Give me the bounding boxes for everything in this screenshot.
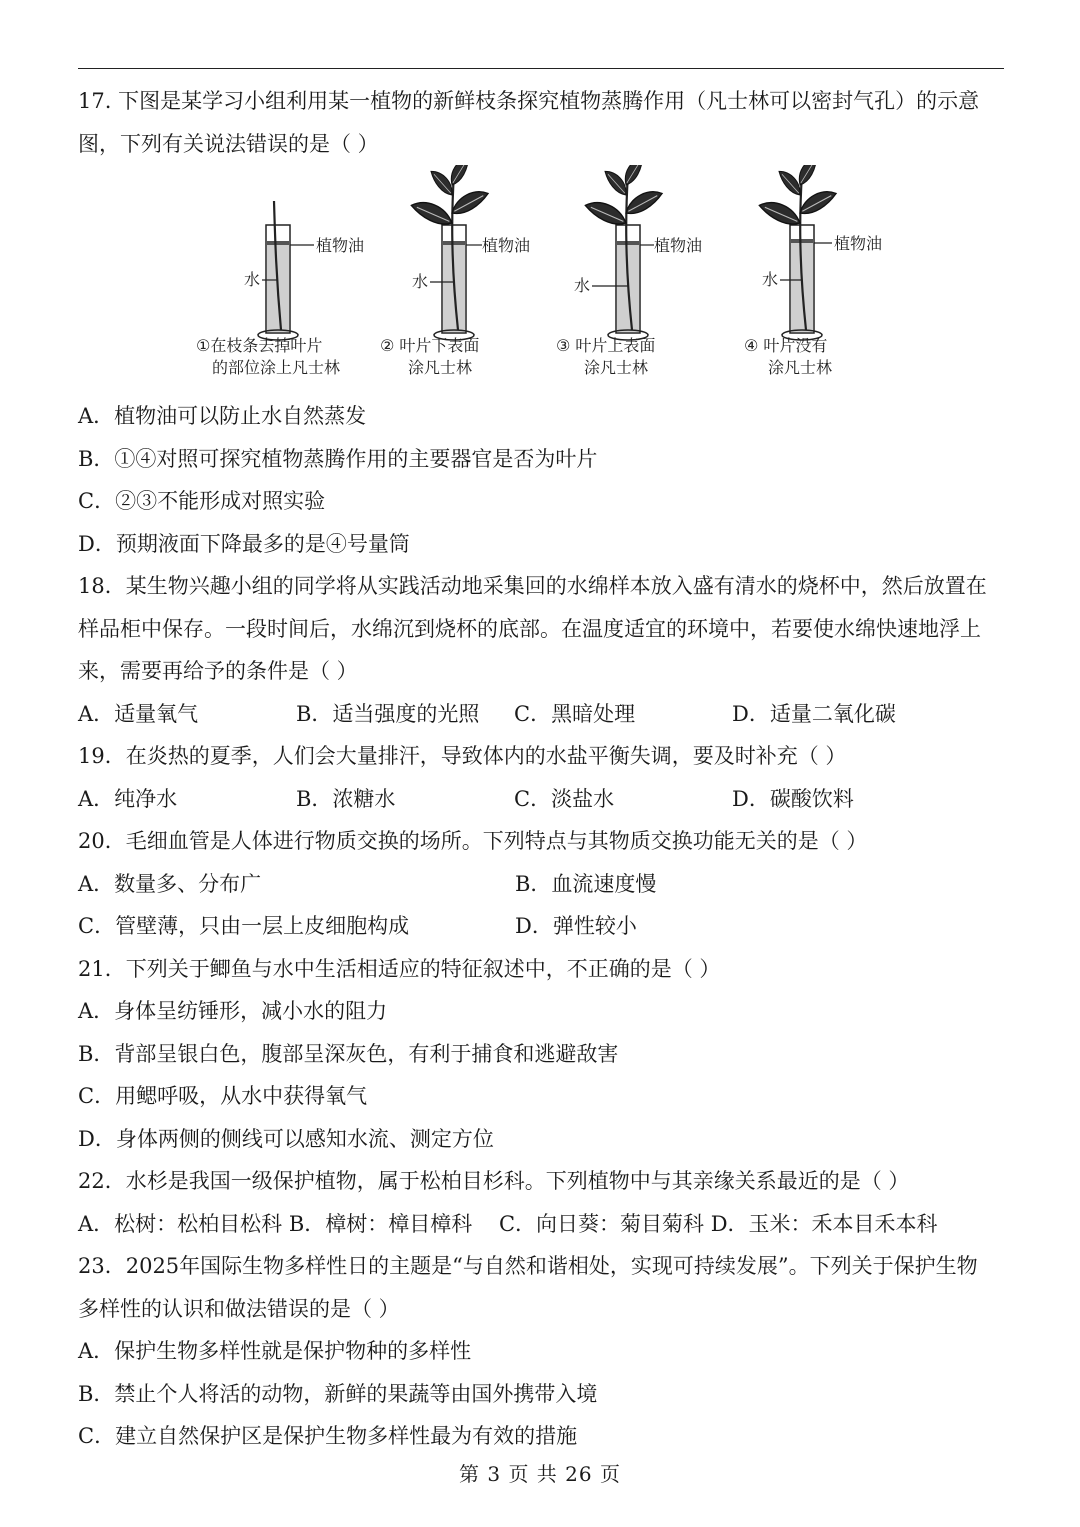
question-18-option-b: B．适当强度的光照 bbox=[296, 701, 480, 726]
transpiration-experiment-figure bbox=[78, 165, 1004, 395]
question-19-option-b: B．浓糖水 bbox=[296, 786, 396, 811]
page-footer: 第 3 页 共 26 页 bbox=[459, 1462, 621, 1486]
question-18-option-c: C．黑暗处理 bbox=[514, 701, 636, 726]
header-rule bbox=[78, 68, 1004, 69]
question-17-option-b: B．①④对照可探究植物蒸腾作用的主要器官是否为叶片 bbox=[78, 446, 598, 471]
question-20-options-row1 bbox=[78, 863, 1004, 906]
caption-4-line1: ④ 叶片没有 bbox=[744, 336, 828, 355]
question-18-stem-line1: 18．某生物兴趣小组的同学将从实践活动地采集回的水绵样本放入盛有清水的烧杯中，然后放置在 bbox=[78, 574, 987, 598]
question-21-option-a: A．身体呈纺锤形，减小水的阻力 bbox=[78, 999, 388, 1023]
cylinder-1 bbox=[196, 201, 364, 377]
question-19-stem: 19．在炎热的夏季，人们会大量排汗，导致体内的水盐平衡失调，要及时补充（ ） bbox=[78, 744, 847, 768]
question-21-option-c: C．用鳃呼吸，从水中获得氧气 bbox=[78, 1084, 368, 1108]
caption-2-line1: ② 叶片下表面 bbox=[380, 336, 480, 355]
oil-label-4: 植物油 bbox=[834, 234, 883, 253]
question-22-options: A．松树：松柏目松科 B．樟树：樟目樟科 C．向日葵：菊目菊科 D．玉米：禾本目禾本科 bbox=[78, 1211, 938, 1236]
question-22-stem: 22．水杉是我国一级保护植物，属于松柏目杉科。下列植物中与其亲缘关系最近的是（ ） bbox=[78, 1169, 910, 1193]
caption-2-line2: 涂凡士林 bbox=[408, 358, 473, 377]
question-17-stem-line2: 图，下列有关说法错误的是（ ） bbox=[78, 131, 379, 156]
question-23 bbox=[78, 1245, 1004, 1458]
cylinder-2 bbox=[380, 165, 530, 377]
caption-3-line1: ③ 叶片上表面 bbox=[556, 336, 656, 355]
question-20 bbox=[78, 820, 1004, 948]
question-19-option-d: D．碳酸饮料 bbox=[732, 786, 854, 811]
water-label-2: 水 bbox=[412, 272, 429, 291]
caption-1-line1: ①在枝条去掉叶片 bbox=[196, 336, 323, 355]
caption-1-line2: 的部位涂上凡士林 bbox=[212, 358, 341, 377]
question-17-option-a: A．植物油可以防止水自然蒸发 bbox=[78, 404, 367, 428]
question-23-option-a: A．保护生物多样性就是保护物种的多样性 bbox=[78, 1339, 472, 1363]
water-label-3: 水 bbox=[574, 276, 591, 295]
question-19-option-a: A．纯净水 bbox=[78, 786, 178, 811]
question-20-options-row2 bbox=[78, 905, 1004, 948]
question-20-option-d: D．弹性较小 bbox=[515, 914, 637, 938]
question-21-stem: 21．下列关于鲫鱼与水中生活相适应的特征叙述中，不正确的是（ ） bbox=[78, 956, 721, 981]
question-21-option-d: D．身体两侧的侧线可以感知水流、测定方位 bbox=[78, 1126, 494, 1151]
question-23-option-b: B．禁止个人将活的动物，新鲜的果蔬等由国外携带入境 bbox=[78, 1381, 598, 1406]
question-18 bbox=[78, 565, 1004, 735]
question-17-option-d: D．预期液面下降最多的是④号量筒 bbox=[78, 531, 410, 556]
question-17 bbox=[78, 80, 1004, 565]
question-18-option-a: A．适量氧气 bbox=[78, 701, 199, 726]
question-18-stem-line2: 样品柜中保存。一段时间后，水绵沉到烧杯的底部。在温度适宜的环境中，若要使水绵快速地浮上 bbox=[78, 616, 981, 641]
oil-label-3: 植物油 bbox=[654, 236, 703, 255]
cylinder-4 bbox=[744, 165, 882, 377]
question-23-stem-line1: 23．2025年国际生物多样性日的主题是“与自然和谐相处，实现可持续发展”。下列关于保护生物 bbox=[78, 1254, 978, 1278]
question-23-option-c: C．建立自然保护区是保护生物多样性最为有效的措施 bbox=[78, 1424, 578, 1448]
question-18-stem-line3: 来，需要再给予的条件是（ ） bbox=[78, 659, 358, 683]
question-19-options bbox=[78, 778, 1004, 821]
question-19-option-c: C．淡盐水 bbox=[514, 786, 615, 811]
question-22 bbox=[78, 1160, 1004, 1245]
exam-page bbox=[78, 80, 1004, 1458]
question-23-stem-line2: 多样性的认识和做法错误的是（ ） bbox=[78, 1296, 400, 1321]
question-19 bbox=[78, 735, 1004, 820]
question-20-option-b: B．血流速度慢 bbox=[515, 871, 657, 896]
question-20-stem: 20．毛细血管是人体进行物质交换的场所。下列特点与其物质交换功能无关的是（ ） bbox=[78, 829, 868, 853]
question-20-option-c: C．管壁薄，只由一层上皮细胞构成 bbox=[78, 914, 410, 938]
water-label-1: 水 bbox=[244, 270, 261, 289]
question-18-option-d: D．适量二氧化碳 bbox=[732, 701, 896, 726]
oil-label-1: 植物油 bbox=[316, 236, 365, 255]
oil-label-2: 植物油 bbox=[482, 236, 531, 255]
question-18-options bbox=[78, 693, 1004, 736]
question-17-stem-line1: 17. 下图是某学习小组利用某一植物的新鲜枝条探究植物蒸腾作用（凡士林可以密封气孔）的示意 bbox=[78, 89, 980, 113]
caption-3-line2: 涂凡士林 bbox=[584, 358, 649, 377]
question-17-option-c: C．②③不能形成对照实验 bbox=[78, 489, 326, 513]
question-21 bbox=[78, 948, 1004, 1161]
figure-svg bbox=[78, 165, 1004, 395]
question-21-option-b: B．背部呈银白色，腹部呈深灰色，有利于捕食和逃避敌害 bbox=[78, 1041, 619, 1066]
water-label-4: 水 bbox=[762, 270, 779, 289]
caption-4-line2: 涂凡士林 bbox=[768, 358, 833, 377]
question-20-option-a: A．数量多、分布广 bbox=[78, 871, 262, 896]
cylinder-3 bbox=[556, 165, 702, 377]
